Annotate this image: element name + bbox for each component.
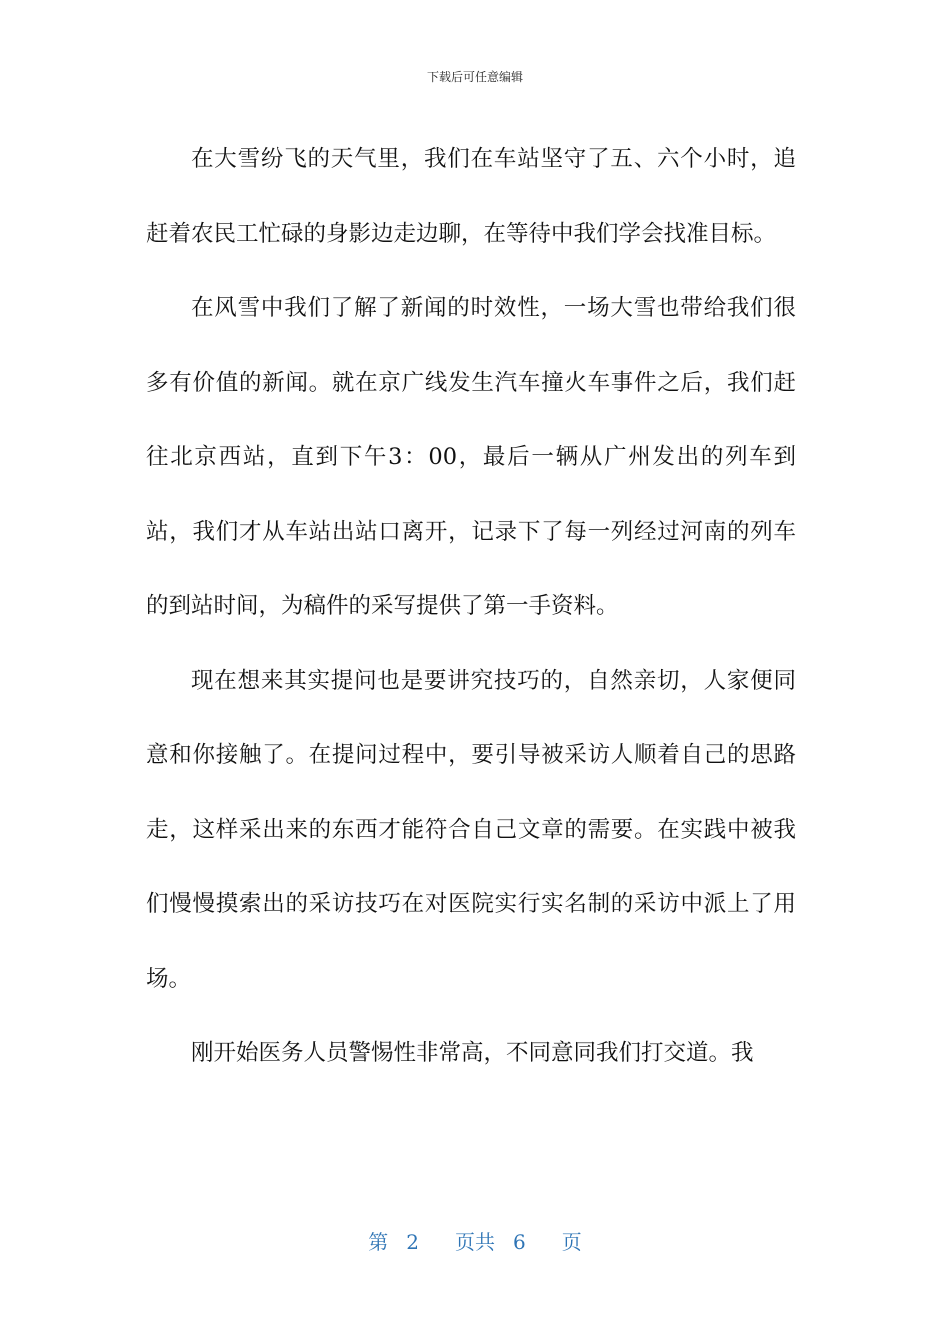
page-footer [0,1226,950,1255]
footer-middle: 页共 [455,1230,495,1254]
footer-total-pages: 6 [513,1230,526,1254]
page-header: 下载后可任意编辑 [426,70,523,84]
paragraph: 在大雪纷飞的天气里，我们在车站坚守了五、六个小时，追赶着农民工忙碌的身影边走边聊，在等待中我们学会找准目标。 [146,146,796,247]
paragraph: 现在想来其实提问也是要讲究技巧的，自然亲切，人家便同意和你接触了。在提问过程中，要引导被采访人顺着自己的思路走，这样采出来的东西才能符合自己文章的需要。在实践中被我们慢慢摸索出的采访技巧在对医院实行实名制的采访中派上了用场。 [146,667,796,992]
footer-current-page: 2 [406,1230,419,1254]
paragraph: 刚开始医务人员警惕性非常高，不同意同我们打交道。我 [191,1040,754,1066]
footer-prefix: 第 [368,1230,389,1254]
document-body [146,122,796,1091]
paragraph: 在风雪中我们了解了新闻的时效性，一场大雪也带给我们很多有价值的新闻。就在京广线发生汽车撞火车事件之后，我们赶往北京西站，直到下午3：00，最后一辆从广州发出的列车到站，我们才从车站出站口离开，记录下了每一列经过河南的列车的到站时间，为稿件的采写提供了第一手资料。 [146,295,796,619]
footer-suffix: 页 [561,1230,582,1254]
